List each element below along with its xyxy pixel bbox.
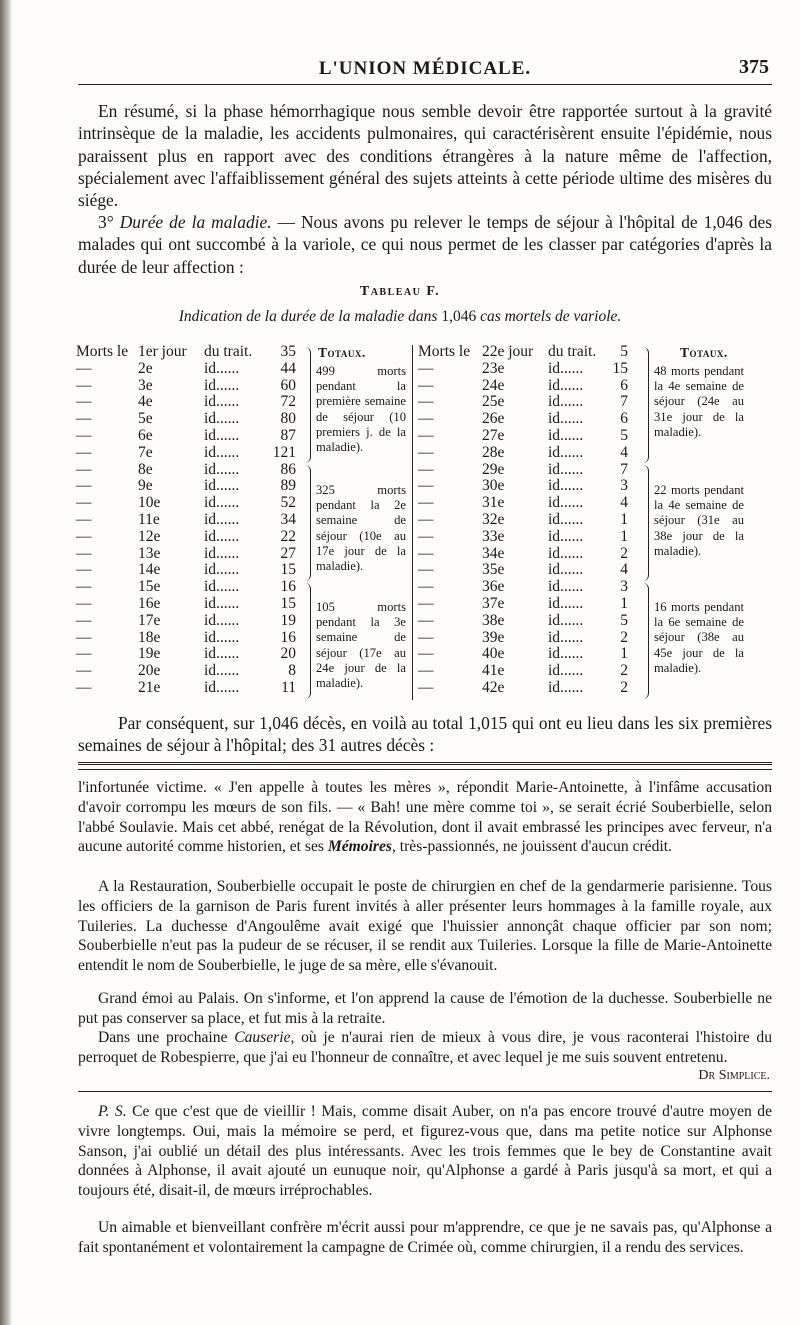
caption-number: 1,046 xyxy=(441,308,477,325)
row-day: 38e xyxy=(482,611,505,629)
row-count: 3 xyxy=(620,578,628,596)
paragraph-duree-text: — Nous avons pu relever le temps de séjour à l'hôpital de 1,046 des malades qui ont succombé à la variole, ce qui nous permet de les classer par catégories d'après la durée de leur affection : xyxy=(78,212,772,277)
row-count: 6 xyxy=(620,410,628,428)
table-row xyxy=(76,462,410,479)
row-day: 29e xyxy=(482,460,505,478)
row-count: 34 xyxy=(280,510,296,528)
row-label: — xyxy=(418,662,434,680)
feuilleton-paragraph-4 xyxy=(78,1028,772,1068)
total-note-week1: 499 morts pendant la première semaine de séjour (10 premiers j. de la maladie). xyxy=(316,364,406,455)
row-count: 35 xyxy=(280,343,296,360)
feuilleton-p4-a: Dans une prochaine xyxy=(98,1029,235,1046)
row-label: Morts le xyxy=(418,343,471,360)
row-day: 26e xyxy=(482,410,505,428)
paragraph-resume: En résumé, si la phase hémorrhagique nous semble devoir être rapportée surtout à la gravité intrinsèque de la maladie, les accidents pulmonaires, qui caractérisèrent ensuite l'épidémie, nous paraissent plus en rapport avec des conditions étrangères à la nature même de l'affection, spécialement avec l'affaiblissement général des sujets atteints à cette période ultime des misères du siége. xyxy=(78,101,772,211)
row-count: 44 xyxy=(280,359,296,377)
header-rule xyxy=(78,84,772,85)
row-day: 10e xyxy=(138,494,161,512)
row-ditto: id...... xyxy=(204,393,240,411)
row-label: — xyxy=(418,594,434,612)
postscript-text: Ce que c'est que de vieillir ! Mais, comme disait Auber, on n'a pas encore trouvé d'autre moyen de vivre longtemps. Oui, mais la mémoire se perd, et figurez-vous que, dans ma petite notice sur Alphonse Sanson, j'ai oublié un détail des plus intéressants. Avec les trois femmes que le bey de Constantine avait données à Alphonse, il avait ajouté un eunuque noir, qu'Alphonse a gardé à Paris jusqu'à sa mort, et qui a toujours été, disait-il, de mœurs irréprochables. xyxy=(78,1103,772,1200)
row-label: — xyxy=(418,426,434,444)
row-label: — xyxy=(418,678,434,696)
row-day: 21e xyxy=(138,678,161,696)
row-day: 11e xyxy=(138,510,160,528)
total-note-week4: 48 morts pendant la 4e semaine de séjour (24e au 31e jour de la maladie). xyxy=(654,364,744,439)
row-day: 7e xyxy=(138,443,153,461)
row-ditto: id...... xyxy=(548,645,584,663)
row-ditto: id...... xyxy=(548,662,584,680)
row-label: — xyxy=(76,527,92,545)
brace-week3 xyxy=(302,583,312,699)
row-count: 4 xyxy=(620,561,628,579)
ps-label: P. S. xyxy=(98,1103,127,1120)
row-count: 5 xyxy=(620,426,628,444)
row-day: 2e xyxy=(138,359,153,377)
row-day: 30e xyxy=(482,477,505,495)
row-count: 2 xyxy=(620,662,628,680)
row-ditto: id...... xyxy=(548,628,584,646)
row-count: 80 xyxy=(280,410,296,428)
row-day: 27e xyxy=(482,426,505,444)
row-day: 35e xyxy=(482,561,505,579)
row-label: — xyxy=(76,477,92,495)
row-day: 36e xyxy=(482,578,505,596)
row-day: 1er jour xyxy=(138,343,187,360)
row-count: 15 xyxy=(612,359,628,377)
total-note-week2: 325 morts pendant la 2e semaine de séjour (10e au 17e jour de la maladie). xyxy=(316,483,406,574)
row-ditto: id...... xyxy=(204,460,240,478)
table-row xyxy=(418,462,773,479)
caption-part-b: cas mortels de variole. xyxy=(476,308,622,325)
row-ditto: id...... xyxy=(204,527,240,545)
table-title: Tableau F. xyxy=(359,284,441,299)
row-label: — xyxy=(76,359,92,377)
row-day: 39e xyxy=(482,628,505,646)
row-day: 34e xyxy=(482,544,505,562)
row-count: 8 xyxy=(288,662,296,680)
row-ditto: id...... xyxy=(548,410,584,428)
row-ditto: id...... xyxy=(204,494,240,512)
row-count: 1 xyxy=(620,527,628,545)
row-label: — xyxy=(418,578,434,596)
row-count: 87 xyxy=(280,426,296,444)
brace-week6 xyxy=(640,583,650,699)
row-label: — xyxy=(418,393,434,411)
row-day: 8e xyxy=(138,460,153,478)
row-ditto: id...... xyxy=(548,460,584,478)
row-ditto: id...... xyxy=(548,426,584,444)
row-label: — xyxy=(76,376,92,394)
table-row xyxy=(76,579,410,596)
row-count: 86 xyxy=(280,460,296,478)
caption-part-a: Indication de la durée de la maladie dans xyxy=(178,308,442,325)
row-label: — xyxy=(76,645,92,663)
row-ditto: id...... xyxy=(204,662,240,680)
row-count: 1 xyxy=(620,645,628,663)
row-day: 19e xyxy=(138,645,161,663)
row-label: — xyxy=(418,376,434,394)
row-label: — xyxy=(418,645,434,663)
causerie-word: Causerie xyxy=(234,1029,291,1046)
table-row xyxy=(418,562,773,579)
row-label: — xyxy=(418,527,434,545)
row-day: 41e xyxy=(482,662,505,680)
column-separator xyxy=(412,345,413,700)
row-ditto: id...... xyxy=(548,561,584,579)
row-day: 16e xyxy=(138,594,161,612)
row-label: — xyxy=(418,628,434,646)
row-label: — xyxy=(418,460,434,478)
row-label: — xyxy=(76,678,92,696)
row-label: — xyxy=(418,443,434,461)
row-label: — xyxy=(76,594,92,612)
row-ditto: id...... xyxy=(548,376,584,394)
row-day: 15e xyxy=(138,578,161,596)
row-ditto: id...... xyxy=(548,678,584,696)
row-count: 7 xyxy=(620,393,628,411)
row-label: — xyxy=(418,494,434,512)
row-day: 42e xyxy=(482,678,505,696)
row-ditto: id...... xyxy=(548,527,584,545)
row-ditto: id...... xyxy=(204,561,240,579)
row-label: — xyxy=(418,611,434,629)
row-day: 23e xyxy=(482,359,505,377)
running-header xyxy=(75,54,775,84)
author-signature: Dr Simplice. xyxy=(698,1068,770,1083)
row-ditto: id...... xyxy=(204,477,240,495)
postscript-rule xyxy=(78,1091,772,1092)
row-count: 7 xyxy=(620,460,628,478)
row-count: 1 xyxy=(620,594,628,612)
row-count: 60 xyxy=(280,376,296,394)
row-label: — xyxy=(418,477,434,495)
row-label: — xyxy=(418,561,434,579)
row-count: 2 xyxy=(620,628,628,646)
row-ditto: id...... xyxy=(204,359,240,377)
table-caption xyxy=(0,308,800,326)
feuilleton-p1-a: l'infortunée victime. « J'en appelle à toutes les mères », répondit Marie-Antoinette, à l'infâme accusation d'avoir corrompu les mœurs de son fils. — « Bah! une mère comme toi », se serait écrié Souberbielle, selon l'abbé Soulavie. Mais cet abbé, renégat de la Révolution, dont il avait embrassé les principes avec ferveur, n'a aucune autorité comme historien, et ses xyxy=(78,779,772,856)
row-ditto: id...... xyxy=(204,678,240,696)
row-label: — xyxy=(76,544,92,562)
row-ditto: id...... xyxy=(204,578,240,596)
row-day: 28e xyxy=(482,443,505,461)
row-count: 27 xyxy=(280,544,296,562)
row-day: 32e xyxy=(482,510,505,528)
row-count: 15 xyxy=(280,594,296,612)
row-day: 14e xyxy=(138,561,161,579)
row-count: 5 xyxy=(620,611,628,629)
postscript-paragraph xyxy=(78,1102,772,1201)
paragraph-duree xyxy=(78,211,772,278)
row-count: 3 xyxy=(620,477,628,495)
row-count: 1 xyxy=(620,510,628,528)
brace-week5 xyxy=(640,465,650,581)
row-day: 12e xyxy=(138,527,161,545)
row-ditto: id...... xyxy=(548,510,584,528)
row-count: 2 xyxy=(620,678,628,696)
row-label: — xyxy=(76,443,92,461)
row-count: 15 xyxy=(280,561,296,579)
row-ditto: id...... xyxy=(548,578,584,596)
feuilleton-paragraph-3: Grand émoi au Palais. On s'informe, et l'on apprend la cause de l'émotion de la duchesse. Souberbielle ne put pas conserver sa place, et fut mis à la retraite. xyxy=(78,990,772,1027)
row-ditto: id...... xyxy=(548,477,584,495)
row-day: 24e xyxy=(482,376,505,394)
row-count: 16 xyxy=(280,628,296,646)
row-count: 2 xyxy=(620,544,628,562)
brace-week4 xyxy=(640,347,650,463)
row-ditto: du trait. xyxy=(204,343,253,360)
row-count: 4 xyxy=(620,443,628,461)
row-count: 52 xyxy=(280,494,296,512)
row-day: 40e xyxy=(482,645,505,663)
feuilleton-rule-thin xyxy=(78,769,772,770)
row-ditto: id...... xyxy=(548,494,584,512)
row-day: 22e jour xyxy=(482,343,534,360)
row-ditto: id...... xyxy=(548,544,584,562)
row-label: — xyxy=(418,359,434,377)
row-label: — xyxy=(76,611,92,629)
row-ditto: id...... xyxy=(548,594,584,612)
row-label: — xyxy=(76,561,92,579)
journal-title: L'UNION MÉDICALE. xyxy=(318,58,532,79)
row-count: 4 xyxy=(620,494,628,512)
totals-heading-left: Totaux. xyxy=(318,345,366,360)
row-ditto: id...... xyxy=(204,628,240,646)
paragraph-consequent: Par conséquent, sur 1,046 décès, en voilà au total 1,015 qui ont eu lieu dans les six premières semaines de séjour à l'hôpital; des 31 autres décès : xyxy=(78,713,772,756)
row-ditto: id...... xyxy=(204,410,240,428)
row-ditto: id...... xyxy=(204,443,240,461)
closing-paragraph: Un aimable et bienveillant confrère m'écrit aussi pour m'apprendre, ce que je ne savais pas, qu'Alphonse a fait spontanément et volontairement la campagne de Crimée où, comme chirurgien, il a rendu des services. xyxy=(78,1219,772,1256)
feuilleton-p1-b: , très-passionnés, ne jouissent d'aucun crédit. xyxy=(391,838,672,856)
row-label: — xyxy=(418,544,434,562)
row-count: 19 xyxy=(280,611,296,629)
feuilleton-rule xyxy=(78,762,772,765)
section-number: 3° xyxy=(98,212,114,232)
memoires-word: Mémoires xyxy=(327,838,392,856)
row-count: 6 xyxy=(620,376,628,394)
row-day: 25e xyxy=(482,393,505,411)
row-count: 89 xyxy=(280,477,296,495)
total-note-week5: 22 morts pendant la 4e semaine de séjour (31e au 38e jour de la maladie). xyxy=(654,483,744,558)
total-note-week6: 16 morts pendant la 6e semaine de séjour (38e au 45e jour de la maladie). xyxy=(654,600,744,675)
row-day: 4e xyxy=(138,393,153,411)
table-row xyxy=(418,579,773,596)
row-ditto: id...... xyxy=(204,510,240,528)
feuilleton-paragraph-2: A la Restauration, Souberbielle occupait le poste de chirurgien en chef de la gendarmerie parisienne. Tous les officiers de la garnison de Paris furent invités à aller présenter leurs hommages à la famille royale, aux Tuileries. La duchesse d'Angoulême avait exigé que l'huissier annonçât chaque officier par son nom; Souberbielle n'eut pas la pudeur de se récuser, il se rendit aux Tuileries. Lorsque la fille de Marie-Antoinette entendit le nom de Souberbielle, le juge de sa mère, elle s'évanouit. xyxy=(78,878,772,975)
row-label: — xyxy=(418,410,434,428)
row-count: 72 xyxy=(280,393,296,411)
row-label: — xyxy=(76,460,92,478)
row-ditto: id...... xyxy=(204,426,240,444)
row-label: — xyxy=(76,393,92,411)
row-count: 5 xyxy=(620,343,628,360)
row-day: 37e xyxy=(482,594,505,612)
brace-week2 xyxy=(302,465,312,581)
row-day: 33e xyxy=(482,527,505,545)
row-label: — xyxy=(76,410,92,428)
row-day: 9e xyxy=(138,477,153,495)
feuilleton-p4-b: , où je n'aurai rien de mieux à vous dire, je vous raconterai l'histoire du perroquet de Robespierre, que j'ai eu l'honneur de connaître, et avec lequel je me suis souvent entretenu. xyxy=(78,1029,772,1066)
row-label: — xyxy=(76,628,92,646)
row-label: Morts le xyxy=(76,343,129,360)
row-label: — xyxy=(76,510,92,528)
row-count: 22 xyxy=(280,527,296,545)
book-spine-shadow xyxy=(0,0,12,1325)
section-heading: Durée de la maladie. xyxy=(119,212,272,232)
row-count: 16 xyxy=(280,578,296,596)
row-ditto: id...... xyxy=(204,594,240,612)
row-ditto: du trait. xyxy=(548,343,597,360)
row-day: 20e xyxy=(138,662,161,680)
row-day: 3e xyxy=(138,376,153,394)
page-number: 375 xyxy=(739,56,769,78)
row-ditto: id...... xyxy=(204,645,240,663)
table-row xyxy=(418,445,773,462)
row-day: 17e xyxy=(138,611,161,629)
row-label: — xyxy=(76,578,92,596)
totals-heading-right: Totaux. xyxy=(680,345,728,360)
row-count: 121 xyxy=(272,443,296,461)
brace-week1 xyxy=(302,347,312,463)
row-ditto: id...... xyxy=(204,611,240,629)
row-label: — xyxy=(76,426,92,444)
row-day: 18e xyxy=(138,628,161,646)
row-ditto: id...... xyxy=(548,359,584,377)
feuilleton-paragraph-1 xyxy=(78,778,772,857)
total-note-week3: 105 morts pendant la 3e semaine de séjour (17e au 24e jour de la maladie). xyxy=(316,600,406,691)
row-label: — xyxy=(418,510,434,528)
row-day: 6e xyxy=(138,426,153,444)
row-ditto: id...... xyxy=(548,443,584,461)
row-count: 20 xyxy=(280,645,296,663)
row-ditto: id...... xyxy=(548,611,584,629)
row-ditto: id...... xyxy=(548,393,584,411)
row-ditto: id...... xyxy=(204,544,240,562)
row-count: 11 xyxy=(281,678,296,696)
row-label: — xyxy=(76,662,92,680)
table-row xyxy=(418,680,773,697)
row-ditto: id...... xyxy=(204,376,240,394)
row-day: 5e xyxy=(138,410,153,428)
row-day: 31e xyxy=(482,494,505,512)
row-day: 13e xyxy=(138,544,161,562)
row-label: — xyxy=(76,494,92,512)
